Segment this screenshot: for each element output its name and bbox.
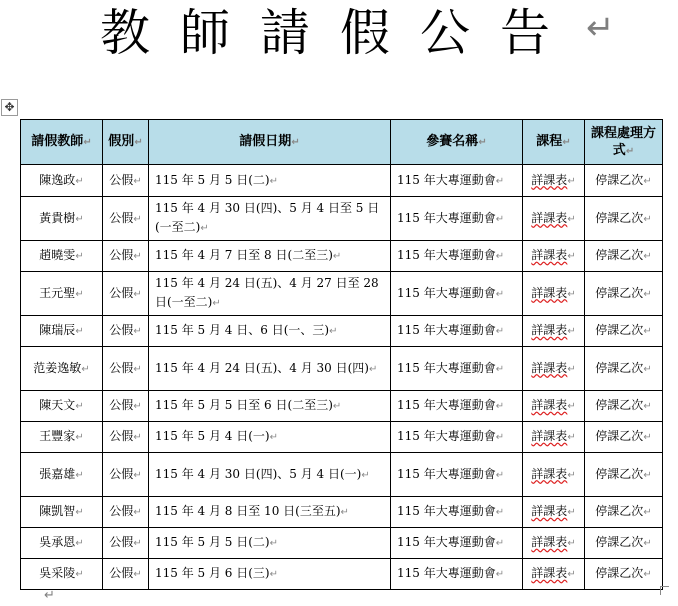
cell-type[interactable] (103, 241, 149, 272)
table-header-row (21, 120, 663, 165)
cell-date[interactable] (149, 422, 391, 453)
cell-course[interactable] (523, 197, 585, 241)
cell-handling[interactable] (585, 165, 663, 197)
cell-teacher-text: 陳逸政 (39, 172, 76, 187)
cell-end-mark-icon: ↵ (567, 401, 576, 412)
cell-type-text: 公假 (109, 248, 134, 262)
cell-end-mark-icon: ↵ (495, 363, 505, 375)
cell-course[interactable] (523, 241, 585, 272)
table-row (21, 272, 663, 316)
cell-end-mark-icon: ↵ (75, 288, 84, 300)
cell-end-mark-icon: ↵ (495, 326, 505, 337)
cell-teacher[interactable] (21, 391, 103, 422)
header-handling[interactable]: 課程處理方式↵ (585, 120, 663, 165)
cell-date[interactable] (149, 528, 391, 559)
cell-date-text: 115 年 4 月 7 日至 8 日(二至三) (155, 248, 333, 262)
cell-course-text: 詳課表 (531, 566, 568, 580)
cell-handling[interactable] (585, 528, 663, 559)
cell-date[interactable] (149, 272, 391, 316)
cell-end-mark-icon: ↵ (643, 432, 652, 443)
cell-date-text: 115 年 5 月 5 日至 6 日(二至三) (155, 398, 333, 412)
cell-event-text: 115 年大專運動會 (397, 398, 496, 412)
cell-end-mark-icon: ↵ (75, 175, 84, 187)
cell-date-text: 115 年 4 月 30 日(四)、5 月 4 日至 5 日(一至二) (155, 201, 380, 234)
cell-handling-text: 停課乙次 (595, 285, 644, 300)
table-row (21, 559, 663, 590)
cell-end-mark-icon: ↵ (329, 326, 338, 337)
cell-end-mark-icon: ↵ (133, 432, 142, 443)
cell-end-mark-icon: ↵ (567, 507, 576, 518)
cell-end-mark-icon: ↵ (75, 326, 84, 337)
cell-date[interactable] (149, 347, 391, 391)
cell-type[interactable] (103, 528, 149, 559)
cell-teacher-text: 吳承恩 (39, 535, 76, 549)
cell-end-mark-icon: ↵ (643, 288, 652, 300)
cell-date-text: 115 年 4 月 8 日至 10 日(三至五) (155, 504, 341, 518)
cell-end-mark-icon: ↵ (567, 469, 576, 481)
cell-date[interactable] (149, 241, 391, 272)
cell-end-mark-icon: ↵ (567, 288, 576, 300)
cell-handling-text: 停課乙次 (595, 210, 644, 225)
cell-end-mark-icon: ↵ (567, 432, 576, 443)
cell-type-text: 公假 (109, 504, 134, 518)
table-row (21, 316, 663, 347)
table-body (21, 165, 663, 590)
cell-event-text: 115 年大專運動會 (397, 285, 496, 300)
cell-event[interactable] (391, 422, 523, 453)
cell-date-text: 115 年 4 月 24 日(五)、4 月 30 日(四) (155, 360, 369, 375)
cell-end-mark-icon: ↵ (368, 363, 378, 375)
table-row (21, 497, 663, 528)
cell-handling[interactable] (585, 197, 663, 241)
cell-teacher-text: 陳凱智 (39, 504, 76, 518)
cell-date[interactable] (149, 391, 391, 422)
cell-course-text: 詳課表 (531, 285, 568, 300)
cell-teacher[interactable] (21, 453, 103, 497)
cell-end-mark-icon: ↵ (133, 363, 142, 375)
cell-end-mark-icon: ↵ (643, 538, 652, 549)
cell-event-text: 115 年大專運動會 (397, 504, 496, 518)
cell-end-mark-icon: ↵ (133, 569, 142, 580)
header-event[interactable]: 參賽名稱↵ (391, 120, 523, 165)
cell-date-text: 115 年 4 月 24 日(五)、4 月 27 日至 28 日(一至二) (155, 276, 379, 309)
cell-event-text: 115 年大專運動會 (397, 566, 496, 580)
cell-event[interactable] (391, 165, 523, 197)
cell-date[interactable] (149, 316, 391, 347)
cell-teacher[interactable] (21, 497, 103, 528)
cell-teacher-text: 張嘉雄 (39, 466, 76, 481)
cell-type-text: 公假 (109, 323, 134, 337)
cell-end-mark-icon: ↵ (495, 538, 505, 549)
cell-end-mark-icon: ↵ (269, 175, 279, 187)
table-row (21, 422, 663, 453)
cell-end-mark-icon: ↵ (332, 401, 342, 412)
cell-event[interactable] (391, 272, 523, 316)
cell-type-text: 公假 (109, 285, 134, 300)
cell-course-text: 詳課表 (531, 360, 568, 375)
cell-handling[interactable] (585, 391, 663, 422)
cell-end-mark-icon: ↵ (133, 213, 142, 225)
cell-type[interactable] (103, 316, 149, 347)
header-type[interactable]: 假別↵ (103, 120, 149, 165)
cell-teacher-text: 趙曉雯 (39, 248, 76, 262)
cell-end-mark-icon: ↵ (643, 251, 652, 262)
cell-type-text: 公假 (109, 210, 134, 225)
cell-handling-text: 停課乙次 (595, 398, 644, 412)
cell-end-mark-icon: ↵ (567, 569, 576, 580)
cell-handling-text: 停課乙次 (595, 323, 644, 337)
paragraph-mark-icon: ↵ (586, 8, 615, 48)
cell-handling-text: 停課乙次 (595, 248, 644, 262)
cell-end-mark-icon: ↵ (133, 251, 142, 262)
cell-handling-text: 停課乙次 (595, 504, 644, 518)
cell-handling[interactable] (585, 422, 663, 453)
cell-end-mark-icon: ↵ (269, 432, 279, 443)
cell-end-mark-icon: ↵ (340, 507, 349, 518)
cell-type[interactable] (103, 559, 149, 590)
cell-event[interactable] (391, 528, 523, 559)
cell-date-text: 115 年 5 月 6 日(三) (155, 566, 270, 580)
cell-course-text: 詳課表 (531, 466, 568, 481)
cell-end-mark-icon: ↵ (567, 326, 576, 337)
leave-table (20, 119, 663, 590)
cell-end-mark-icon: ↵ (495, 507, 505, 518)
cell-event[interactable] (391, 197, 523, 241)
table-row (21, 453, 663, 497)
cell-end-mark-icon: ↵ (495, 251, 505, 262)
cell-date-text: 115 年 4 月 30 日(四)、5 月 4 日(一) (155, 466, 362, 481)
cell-end-mark-icon: ↵ (75, 538, 84, 549)
cell-end-mark-icon: ↵ (643, 569, 652, 580)
cell-teacher[interactable] (21, 197, 103, 241)
cell-teacher[interactable] (21, 347, 103, 391)
cell-end-mark-icon: ↵ (133, 326, 142, 337)
cell-event-text: 115 年大專運動會 (397, 210, 496, 225)
cell-teacher[interactable] (21, 422, 103, 453)
cell-course[interactable] (523, 272, 585, 316)
cell-type-text: 公假 (109, 429, 134, 443)
cell-end-mark-icon: ↵ (495, 175, 505, 187)
cell-date[interactable] (149, 165, 391, 197)
cell-date[interactable] (149, 453, 391, 497)
cell-event[interactable] (391, 453, 523, 497)
cell-course[interactable] (523, 422, 585, 453)
header-date[interactable]: 請假日期↵ (149, 120, 391, 165)
cell-type[interactable] (103, 197, 149, 241)
cell-course[interactable] (523, 391, 585, 422)
cell-event-text: 115 年大專運動會 (397, 535, 496, 549)
page-title[interactable]: 教師請假公告 (100, 4, 580, 62)
cell-course-text: 詳課表 (531, 323, 568, 337)
cell-end-mark-icon: ↵ (643, 401, 652, 412)
cell-end-mark-icon: ↵ (361, 469, 370, 481)
paragraph-mark-icon: ↵ (44, 588, 55, 603)
cell-event-text: 115 年大專運動會 (397, 248, 496, 262)
cell-handling-text: 停課乙次 (595, 535, 644, 549)
cell-handling[interactable] (585, 241, 663, 272)
cell-end-mark-icon: ↵ (75, 469, 84, 481)
cell-end-mark-icon: ↵ (332, 251, 342, 262)
cell-end-mark-icon: ↵ (495, 401, 505, 412)
cell-teacher-text: 陳天文 (39, 398, 76, 412)
cell-course-text: 詳課表 (531, 535, 568, 549)
cell-end-mark-icon: ↵ (495, 432, 505, 443)
cell-handling-text: 停課乙次 (595, 172, 644, 187)
cell-type[interactable] (103, 391, 149, 422)
cell-type-text: 公假 (109, 398, 134, 412)
cell-course[interactable] (523, 497, 585, 528)
cell-handling[interactable] (585, 559, 663, 590)
cell-end-mark-icon: ↵ (567, 363, 576, 375)
cell-date-text: 115 年 5 月 4 日、6 日(一、三) (155, 323, 330, 337)
cell-end-mark-icon: ↵ (200, 223, 209, 234)
cell-course-text: 詳課表 (531, 172, 568, 187)
document-title-block (0, 0, 678, 70)
cell-teacher-text: 黃貴樹 (39, 210, 76, 225)
table-row (21, 347, 663, 391)
table-row (21, 391, 663, 422)
cell-end-mark-icon: ↵ (75, 251, 84, 262)
cell-course[interactable] (523, 347, 585, 391)
cell-end-mark-icon: ↵ (212, 298, 221, 309)
header-course[interactable]: 課程↵ (523, 120, 585, 165)
cell-event[interactable] (391, 497, 523, 528)
table-row (21, 528, 663, 559)
cell-date[interactable] (149, 559, 391, 590)
cell-end-mark-icon: ↵ (81, 363, 90, 375)
cell-end-mark-icon: ↵ (567, 251, 576, 262)
move-arrows-icon[interactable]: ✥ (1, 99, 18, 116)
cell-teacher[interactable] (21, 528, 103, 559)
cell-handling[interactable] (585, 453, 663, 497)
cell-event[interactable] (391, 316, 523, 347)
cell-handling-text: 停課乙次 (595, 360, 644, 375)
cell-end-mark-icon: ↵ (75, 507, 84, 518)
table-row (21, 165, 663, 197)
cell-event-text: 115 年大專運動會 (397, 360, 496, 375)
cell-end-mark-icon: ↵ (643, 363, 652, 375)
cell-type-text: 公假 (109, 360, 134, 375)
cell-end-mark-icon: ↵ (133, 175, 142, 187)
cell-end-mark-icon: ↵ (643, 213, 652, 225)
cell-date[interactable] (149, 197, 391, 241)
cell-course-text: 詳課表 (531, 398, 568, 412)
header-teacher[interactable]: 請假教師↵ (21, 120, 103, 165)
cell-end-mark-icon: ↵ (75, 432, 84, 443)
cell-type[interactable] (103, 422, 149, 453)
cell-course-text: 詳課表 (531, 429, 568, 443)
cell-end-mark-icon: ↵ (495, 288, 505, 300)
cell-teacher-text: 范姜逸敏 (33, 360, 82, 375)
cell-end-mark-icon: ↵ (133, 401, 142, 412)
cell-event-text: 115 年大專運動會 (397, 172, 496, 187)
cell-event-text: 115 年大專運動會 (397, 323, 496, 337)
cell-course[interactable] (523, 453, 585, 497)
cell-type-text: 公假 (109, 566, 134, 580)
cell-end-mark-icon: ↵ (133, 288, 142, 300)
cell-end-mark-icon: ↵ (495, 213, 505, 225)
cell-end-mark-icon: ↵ (75, 401, 84, 412)
cell-course[interactable] (523, 528, 585, 559)
cell-end-mark-icon: ↵ (643, 507, 652, 518)
table-row (21, 241, 663, 272)
cell-course[interactable] (523, 165, 585, 197)
cell-event[interactable] (391, 241, 523, 272)
cell-handling[interactable] (585, 316, 663, 347)
cell-handling[interactable] (585, 497, 663, 528)
cell-event-text: 115 年大專運動會 (397, 429, 496, 443)
cell-event-text: 115 年大專運動會 (397, 466, 496, 481)
cell-date[interactable] (149, 497, 391, 528)
cell-event[interactable] (391, 559, 523, 590)
cell-end-mark-icon: ↵ (567, 175, 576, 187)
cell-end-mark-icon: ↵ (643, 469, 652, 481)
cell-handling-text: 停課乙次 (595, 466, 644, 481)
cell-course-text: 詳課表 (531, 210, 568, 225)
cell-type-text: 公假 (109, 172, 134, 187)
cell-handling-text: 停課乙次 (595, 429, 644, 443)
cell-date-text: 115 年 5 月 4 日(一) (155, 429, 270, 443)
cell-teacher[interactable] (21, 559, 103, 590)
cell-teacher[interactable] (21, 241, 103, 272)
cell-teacher[interactable] (21, 165, 103, 197)
crop-mark (660, 586, 669, 595)
cell-type[interactable] (103, 272, 149, 316)
cell-course-text: 詳課表 (531, 248, 568, 262)
cell-teacher[interactable] (21, 316, 103, 347)
cell-end-mark-icon: ↵ (133, 507, 142, 518)
cell-end-mark-icon: ↵ (643, 326, 652, 337)
cell-end-mark-icon: ↵ (75, 213, 84, 225)
cell-type[interactable] (103, 165, 149, 197)
cell-end-mark-icon: ↵ (495, 469, 505, 481)
cell-teacher-text: 陳瑞辰 (39, 323, 76, 337)
cell-type[interactable] (103, 453, 149, 497)
cell-end-mark-icon: ↵ (133, 469, 142, 481)
cell-type[interactable] (103, 497, 149, 528)
cell-course-text: 詳課表 (531, 504, 568, 518)
table-row (21, 197, 663, 241)
cell-type[interactable] (103, 347, 149, 391)
cell-course[interactable] (523, 559, 585, 590)
cell-type-text: 公假 (109, 466, 134, 481)
cell-handling[interactable] (585, 347, 663, 391)
cell-teacher-text: 王豐家 (39, 429, 76, 443)
cell-end-mark-icon: ↵ (269, 569, 279, 580)
cell-teacher-text: 王元聖 (39, 285, 76, 300)
cell-end-mark-icon: ↵ (269, 538, 279, 549)
cell-event[interactable] (391, 347, 523, 391)
cell-teacher[interactable] (21, 272, 103, 316)
cell-end-mark-icon: ↵ (567, 213, 576, 225)
cell-end-mark-icon: ↵ (495, 569, 505, 580)
cell-course[interactable] (523, 316, 585, 347)
cell-date-text: 115 年 5 月 5 日(二) (155, 535, 270, 549)
cell-teacher-text: 吳采陵 (39, 566, 76, 580)
cell-handling-text: 停課乙次 (595, 566, 644, 580)
cell-end-mark-icon: ↵ (567, 538, 576, 549)
cell-end-mark-icon: ↵ (133, 538, 142, 549)
cell-end-mark-icon: ↵ (643, 175, 652, 187)
cell-end-mark-icon: ↵ (75, 569, 84, 580)
cell-type-text: 公假 (109, 535, 134, 549)
cell-date-text: 115 年 5 月 5 日(二) (155, 172, 270, 187)
cell-event[interactable] (391, 391, 523, 422)
cell-handling[interactable] (585, 272, 663, 316)
